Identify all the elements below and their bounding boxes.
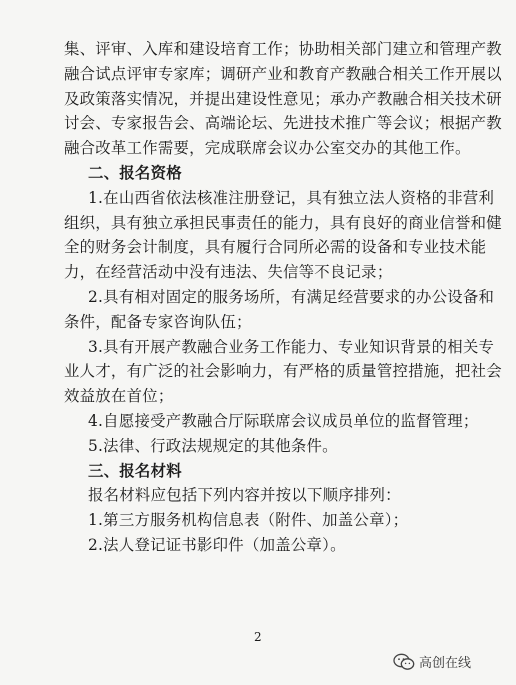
list-item-line: 条件，配备专家咨询队伍； (64, 312, 252, 331)
list-item-line: 3.具有开展产教融合业务工作能力、专业知识背景的相关专 (88, 337, 495, 356)
list-item-line: 1.第三方服务机构信息表（附件、加盖公章）； (88, 511, 409, 530)
list-item-line: 效益放在首位； (64, 387, 174, 406)
list-item-line: 组织，具有独立承担民事责任的能力，具有良好的商业信誉和健 (64, 213, 502, 232)
watermark-text: 高创在线 (419, 656, 472, 671)
page-number: 2 (254, 630, 262, 644)
list-item-line: 2.具有相对固定的服务场所，有满足经营要求的办公设备和 (88, 288, 495, 306)
list-item-line: 5.法律、行政法规规定的其他条件。 (88, 436, 338, 455)
paragraph-line: 集、评审、入库和建设培育工作；协助相关部门建立和管理产教 (64, 40, 502, 58)
watermark (393, 652, 471, 671)
paragraph-line: 融合改革工作需要，完成联席会议办公室交办的其他工作。 (64, 139, 471, 158)
wechat-icon (393, 653, 415, 671)
paragraph-line: 讨会、专家报告会、高端论坛、先进技术推广等会议；根据产教 (64, 114, 502, 133)
list-item-line: 全的财务会计制度，具有履行合同所必需的设备和专业技术能 (64, 238, 487, 257)
section-heading: 二、报名资格 (88, 164, 182, 182)
paragraph-line: 及政策落实情况，并提出建设性意见；承办产教融合相关技术研 (64, 89, 502, 108)
paragraph-line: 融合试点评审专家库；调研产业和教育产教融合相关工作开展以 (64, 64, 502, 83)
list-item-line: 1.在山西省依法核准注册登记，具有独立法人资格的非营利 (88, 188, 495, 207)
list-item-line: 业人才，有广泛的社会影响力，有严格的质量管控措施，把社会 (64, 362, 502, 381)
section-heading: 三、报名材料 (88, 461, 182, 480)
paragraph-line: 报名材料应包括下列内容并按以下顺序排列： (88, 486, 401, 505)
list-item-line: 力，在经营活动中没有违法、失信等不良记录； (64, 263, 393, 282)
list-item-line: 2.法人登记证书影印件（加盖公章）。 (88, 536, 346, 554)
list-item-line: 4.自愿接受产教融合厅际联席会议成员单位的监督管理； (88, 412, 479, 430)
